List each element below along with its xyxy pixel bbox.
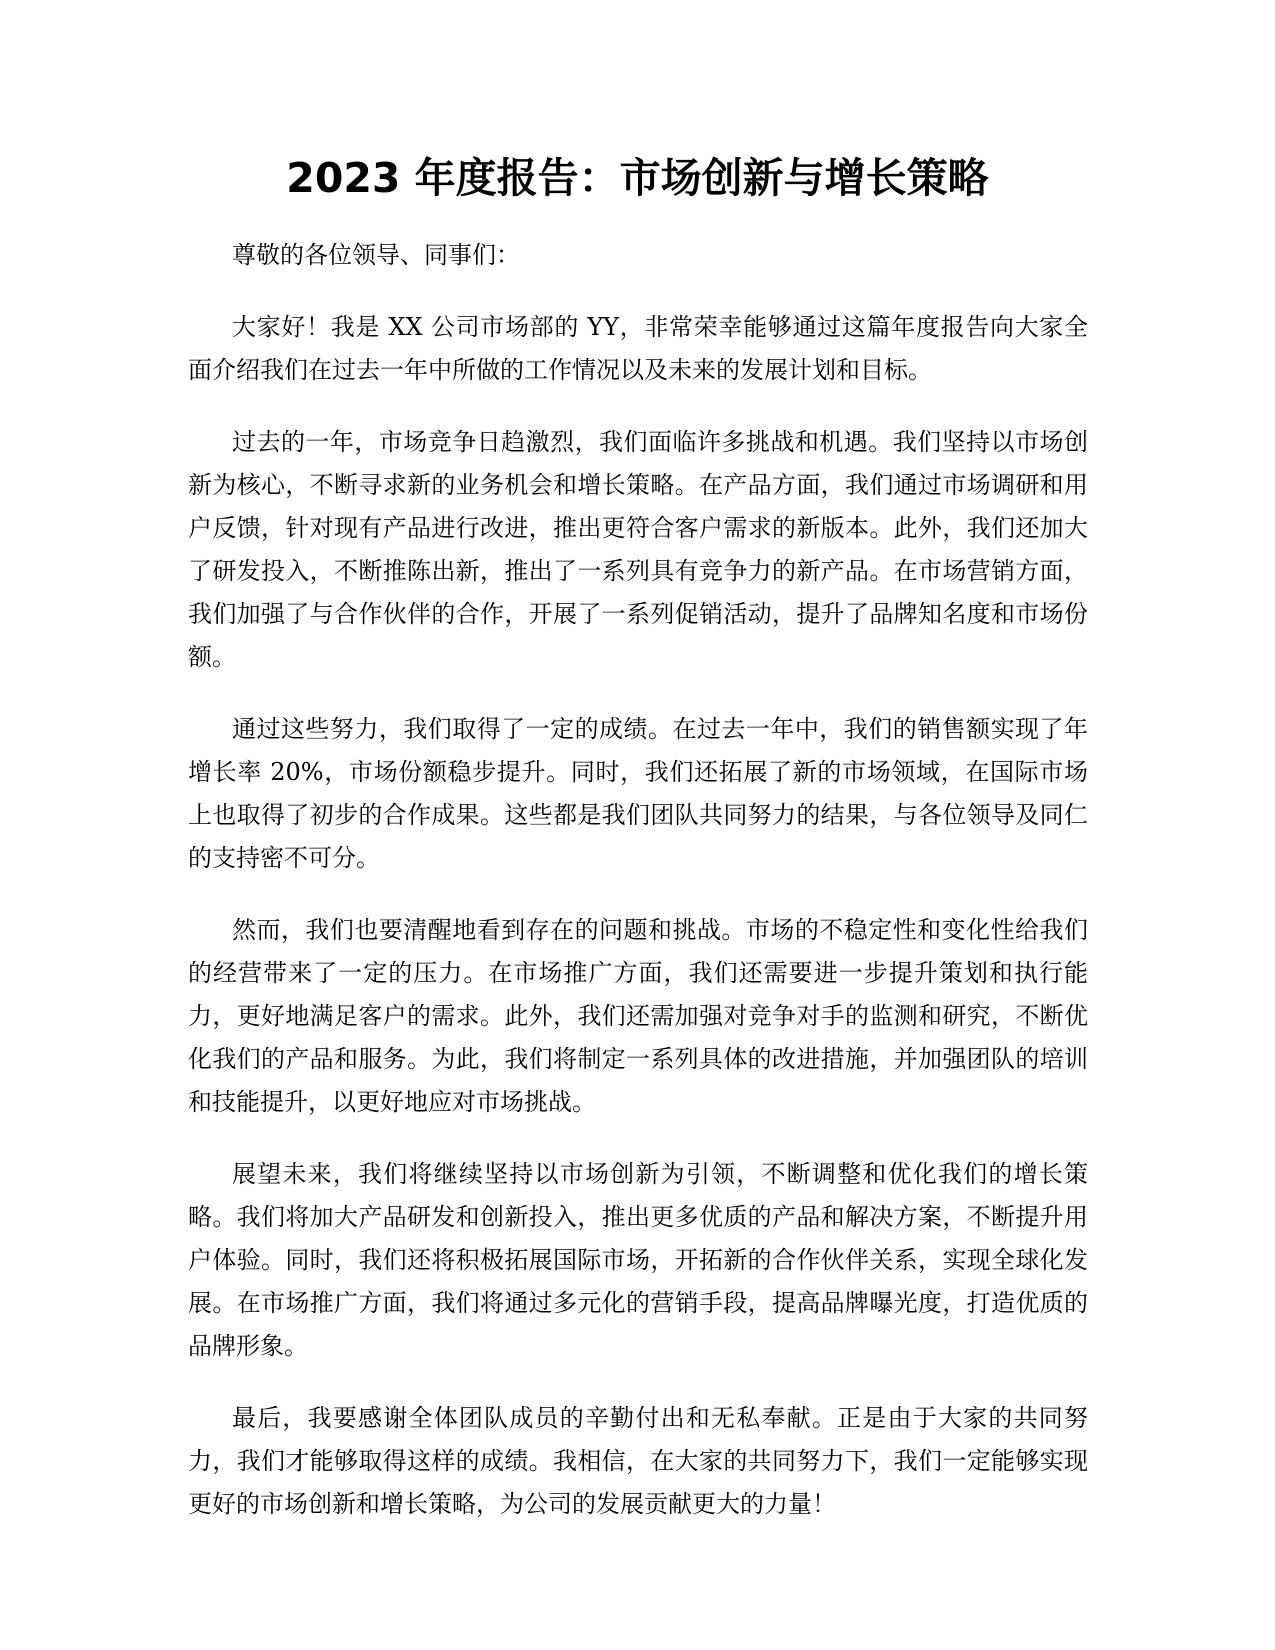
paragraph-greeting: 大家好！我是 XX 公司市场部的 YY，非常荣幸能够通过这篇年度报告向大家全面介绍我们在过去一年中所做的工作情况以及未来的发展计划和目标。 bbox=[188, 313, 1088, 384]
paragraph-closing: 最后，我要感谢全体团队成员的辛勤付出和无私奉献。正是由于大家的共同努力，我们才能够取得这样的成绩。我相信，在大家的共同努力下，我们一定能够实现更好的市场创新和增长策略，为公司的发展贡献更大的力量！ bbox=[188, 1404, 1088, 1518]
paragraph-achievements: 通过这些努力，我们取得了一定的成绩。在过去一年中，我们的销售额实现了年增长率 20%，市场份额稳步提升。同时，我们还拓展了新的市场领域，在国际市场上也取得了初步的合作成果。这些都是我们团队共同努力的结果，与各位领导及同仁的支持密不可分。 bbox=[188, 715, 1088, 872]
paragraph-challenges: 然而，我们也要清醒地看到存在的问题和挑战。市场的不稳定性和变化性给我们的经营带来了一定的压力。在市场推广方面，我们还需要进一步提升策划和执行能力，更好地满足客户的需求。此外，我们还需加强对竞争对手的监测和研究，不断优化我们的产品和服务。为此，我们将制定一系列具体的改进措施，并加强团队的培训和技能提升，以更好地应对市场挑战。 bbox=[188, 916, 1088, 1116]
paragraph-outlook: 展望未来，我们将继续坚持以市场创新为引领，不断调整和优化我们的增长策略。我们将加大产品研发和创新投入，推出更多优质的产品和解决方案，不断提升用户体验。同时，我们还将积极拓展国际市场，开拓新的合作伙伴关系，实现全球化发展。在市场推广方面，我们将通过多元化的营销手段，提高品牌曝光度，打造优质的品牌形象。 bbox=[188, 1160, 1088, 1360]
paragraph-past-year: 过去的一年，市场竞争日趋激烈，我们面临许多挑战和机遇。我们坚持以市场创新为核心，不断寻求新的业务机会和增长策略。在产品方面，我们通过市场调研和用户反馈，针对现有产品进行改进，推出更符合客户需求的新版本。此外，我们还加大了研发投入，不断推陈出新，推出了一系列具有竞争力的新产品。在市场营销方面，我们加强了与合作伙伴的合作，开展了一系列促销活动，提升了品牌知名度和市场份额。 bbox=[188, 428, 1088, 671]
paragraph-salutation: 尊敬的各位领导、同事们： bbox=[232, 241, 520, 269]
document-title: 2023 年度报告：市场创新与增长策略 bbox=[286, 154, 989, 202]
document-body bbox=[188, 234, 1088, 1555]
